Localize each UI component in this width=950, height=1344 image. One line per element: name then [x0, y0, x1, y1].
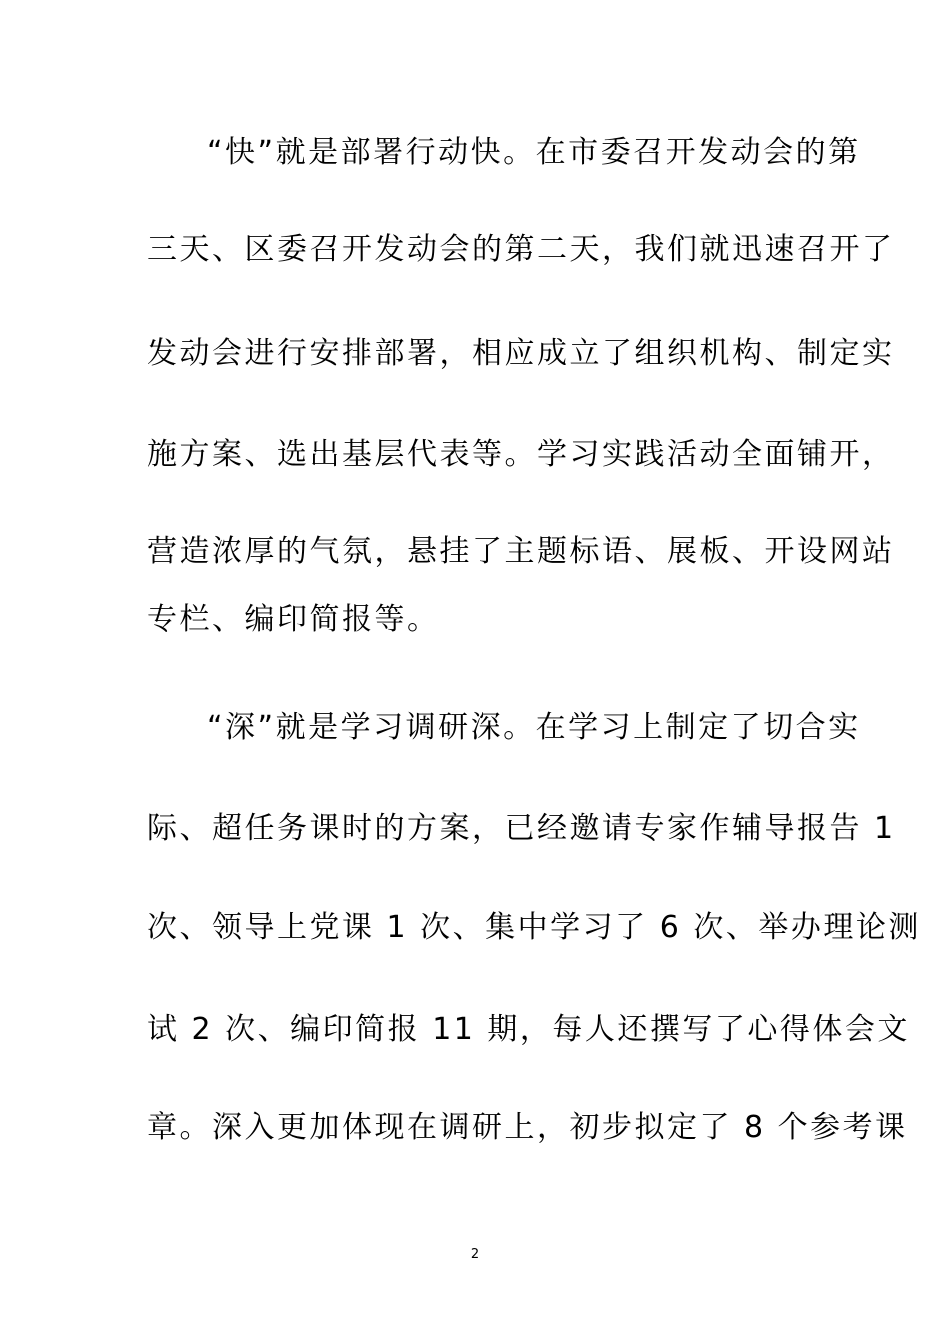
- paragraph-2-line-3: 次、领导上党课 1 次、集中学习了 6 次、举办理论测: [147, 910, 921, 945]
- paragraph-1-line-5: 营造浓厚的气氛，悬挂了主题标语、展板、开设网站: [147, 534, 895, 569]
- paragraph-1-line-3: 发动会进行安排部署，相应成立了组织机构、制定实: [147, 336, 895, 371]
- paragraph-1-line-2: 三天、区委召开发动会的第二天，我们就迅速召开了: [147, 232, 895, 267]
- paragraph-1-line-1: “快”就是部署行动快。在市委召开发动会的第: [207, 135, 861, 170]
- paragraph-1-line-4: 施方案、选出基层代表等。学习实践活动全面铺开，: [147, 437, 895, 472]
- paragraph-2-line-5: 章。深入更加体现在调研上，初步拟定了 8 个参考课: [147, 1110, 908, 1145]
- paragraph-2-line-4: 试 2 次、编印简报 11 期，每人还撰写了心得体会文: [147, 1012, 910, 1047]
- paragraph-1-line-6: 专栏、编印简报等。: [147, 602, 440, 637]
- paragraph-2-line-2: 际、超任务课时的方案，已经邀请专家作辅导报告 1: [147, 811, 896, 846]
- page-number: 2: [470, 1247, 480, 1262]
- paragraph-2-line-1: “深”就是学习调研深。在学习上制定了切合实: [207, 710, 861, 745]
